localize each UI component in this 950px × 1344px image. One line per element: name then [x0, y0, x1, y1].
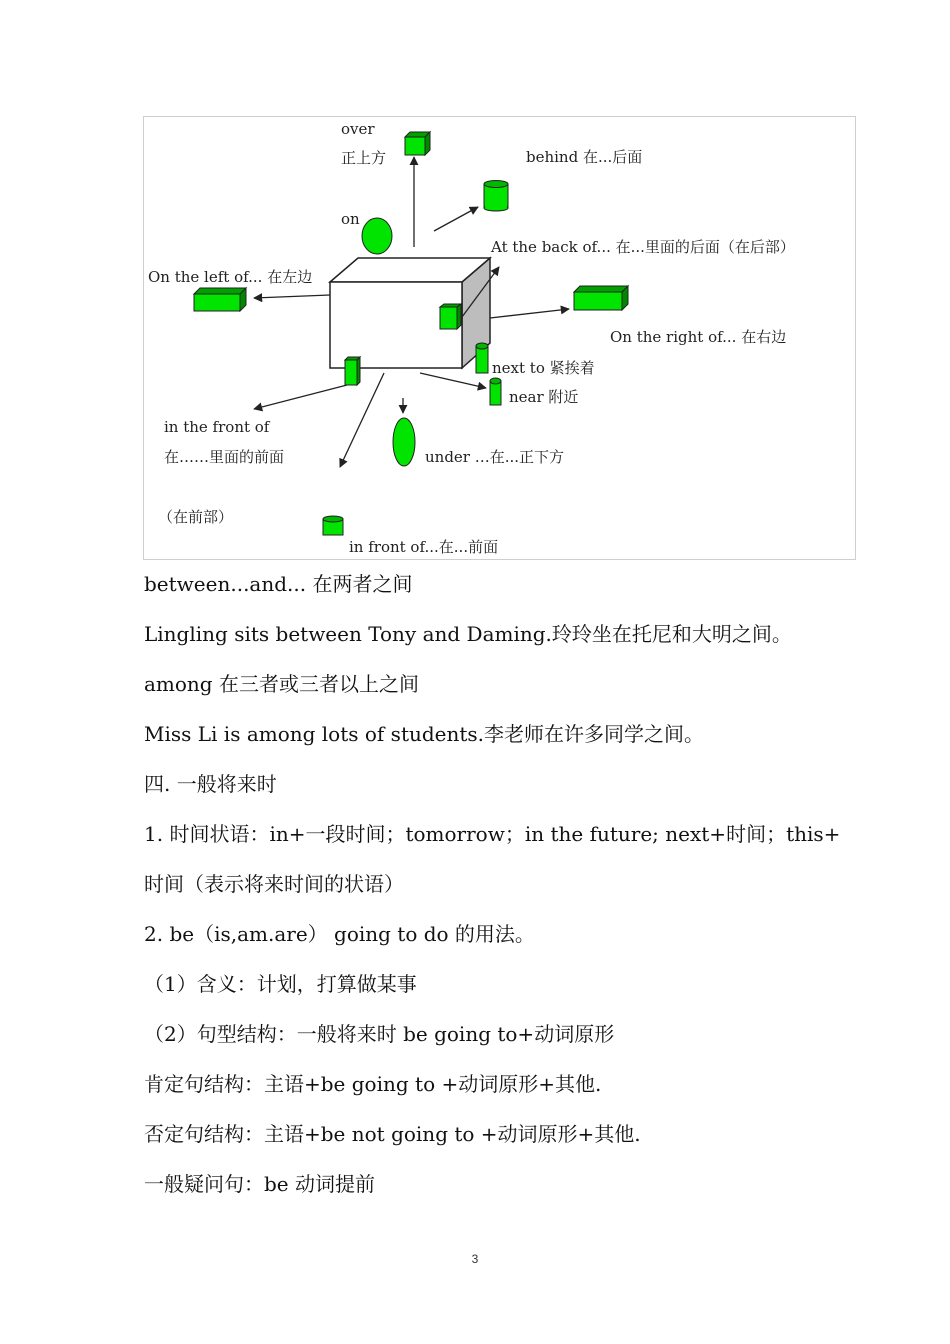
prepositions-diagram	[143, 116, 856, 560]
text-line-1: between...and... 在两者之间	[144, 572, 413, 596]
label-front-part: （在前部）	[158, 508, 234, 526]
shape-left-bar	[194, 288, 246, 311]
arrow-in-the-front	[254, 385, 347, 409]
text-line-11: 肯定句结构：主语+be going to +动词原形+其他.	[144, 1072, 602, 1096]
text-line-9: （1）含义：计划，打算做某事	[144, 972, 417, 996]
arrow-front	[340, 373, 384, 467]
shape-near-cylinder	[490, 378, 501, 405]
shape-in-the-front-block	[345, 357, 360, 385]
shape-under-ball	[393, 418, 415, 466]
page-number: 3	[471, 1252, 479, 1266]
text-line-3: among 在三者或三者以上之间	[144, 672, 419, 696]
label-behind: behind 在...后面	[526, 148, 643, 166]
shape-next-to-cylinder	[476, 343, 488, 373]
arrow-right	[490, 309, 569, 318]
text-line-7: 时间（表示将来时间的状语）	[144, 872, 404, 896]
label-over: over	[341, 120, 375, 138]
arrow-near	[420, 373, 486, 388]
label-next-to: next to 紧挨着	[492, 359, 595, 377]
label-on: on	[341, 210, 360, 228]
label-right-of: On the right of... 在右边	[610, 328, 787, 346]
label-in-the-front-cn: 在……里面的前面	[164, 448, 285, 466]
label-under: under …在...正下方	[425, 448, 565, 466]
arrow-left	[254, 295, 330, 298]
label-in-front-of: in front of...在...前面	[349, 538, 499, 556]
text-line-12: 否定句结构：主语+be not going to +动词原形+其他.	[144, 1122, 641, 1146]
label-at-back: At the back of... 在...里面的后面（在后部）	[491, 238, 795, 256]
text-line-13: 一般疑问句：be 动词提前	[144, 1172, 375, 1196]
text-line-8: 2. be（is,am.are） going to do 的用法。	[144, 922, 535, 946]
shape-in-front-cylinder	[323, 516, 343, 535]
text-line-4: Miss Li is among lots of students.李老师在许多同学之间。	[144, 722, 705, 746]
text-line-2: Lingling sits between Tony and Daming.玲玲坐在托尼和大明之间。	[144, 622, 792, 646]
section-heading: 四. 一般将来时	[144, 772, 277, 796]
label-left-of: On the left of... 在左边	[148, 268, 313, 286]
shape-behind-cylinder	[484, 181, 508, 212]
text-line-10: （2）句型结构：一般将来时 be going to+动词原形	[144, 1022, 615, 1046]
text-line-6: 1. 时间状语：in+一段时间；tomorrow；in the future; next+时间；this+	[144, 822, 841, 846]
shape-right-bar	[574, 286, 628, 310]
label-in-the-front: in the front of	[164, 418, 270, 436]
label-over-cn: 正上方	[341, 149, 387, 167]
shape-at-back-cube	[440, 304, 461, 329]
central-box-top-face	[330, 258, 490, 282]
shape-over-cube	[405, 132, 430, 155]
label-near: near 附近	[509, 388, 579, 406]
arrow-behind	[434, 207, 478, 231]
shape-on-ball	[362, 218, 392, 254]
